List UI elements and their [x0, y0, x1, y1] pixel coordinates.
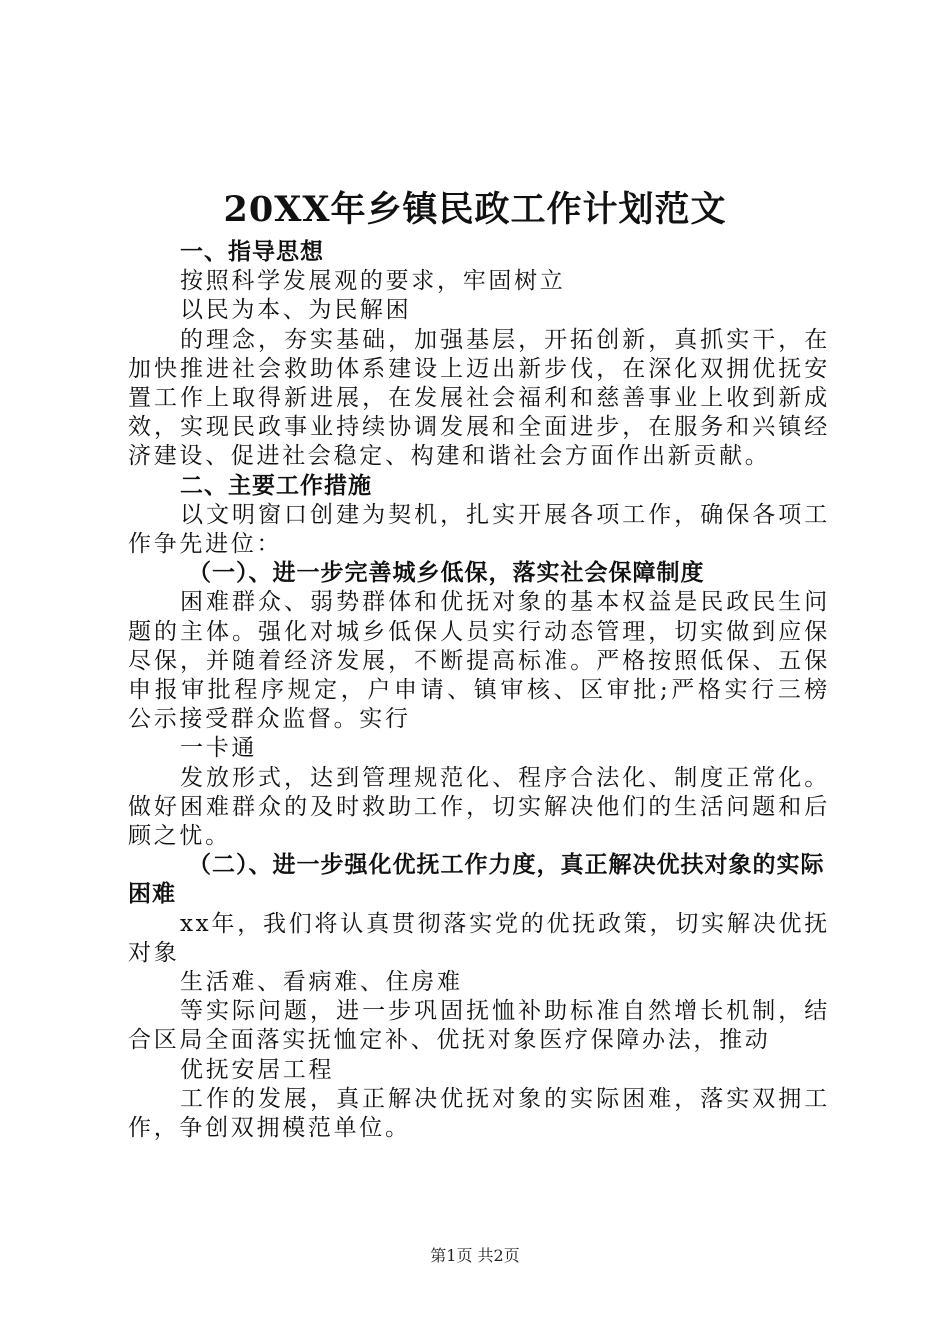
document-body: [128, 238, 830, 1143]
subsection-heading-1: （一）、进一步完善城乡低保，落实社会保障制度: [188, 560, 705, 587]
paragraph: 的理念，夯实基础，加强基层，开拓创新，真抓实干，在加快推进社会救助体系建设上迈出新步伐，在深化双拥优抚安置工作上取得新进展，在发展社会福利和慈善事业上收到新成效，实现民政事业持续协调发展和全面进步，在服务和兴镇经济建设、促进社会稳定、构建和谐社会方面作出新贡献。: [128, 326, 830, 470]
paragraph: 以文明窗口创建为契机，扎实开展各项工作，确保各项工作争先进位：: [128, 501, 830, 558]
paragraph: 生活难、看病难、住房难: [180, 969, 463, 996]
page-number-footer: 第1页 共2页: [430, 1246, 520, 1265]
paragraph: 等实际问题，进一步巩固抚恤补助标准自然增长机制，结合区局全面落实抚恤定补、优抚对象医疗保障办法，推动: [128, 998, 830, 1054]
section-heading-guiding-ideology: 一、指导思想: [180, 239, 324, 265]
paragraph: 一卡通: [180, 735, 258, 762]
paragraph: xx年，我们将认真贯彻落实党的优抚政策，切实解决优抚对象: [128, 910, 830, 966]
paragraph: 工作的发展，真正解决优抚对象的实际困难，落实双拥工作，争创双拥模范单位。: [128, 1085, 830, 1142]
paragraph: 按照科学发展观的要求，牢固树立: [180, 268, 566, 295]
section-heading-main-measures: 二、主要工作措施: [180, 472, 372, 499]
paragraph: 优抚安居工程: [180, 1056, 335, 1083]
paragraph: 以民为本、为民解困: [180, 297, 412, 324]
subsection-heading-2: （二）、进一步强化优抚工作力度，真正解决优扶对象的实际困难: [128, 852, 825, 908]
paragraph: 发放形式，达到管理规范化、程序合法化、制度正常化。做好困难群众的及时救助工作，切实解决他们的生活问题和后顾之忧。: [128, 764, 830, 850]
document-title: 20XX年乡镇民政工作计划范文: [223, 189, 727, 230]
paragraph: 困难群众、弱势群体和优抚对象的基本权益是民政民生问题的主体。强化对城乡低保人员实行动态管理，切实做到应保尽保，并随着经济发展，不断提高标准。严格按照低保、五保申报审批程序规定，户申请、镇审核、区审批;严格实行三榜公示接受群众监督。实行: [128, 589, 830, 733]
